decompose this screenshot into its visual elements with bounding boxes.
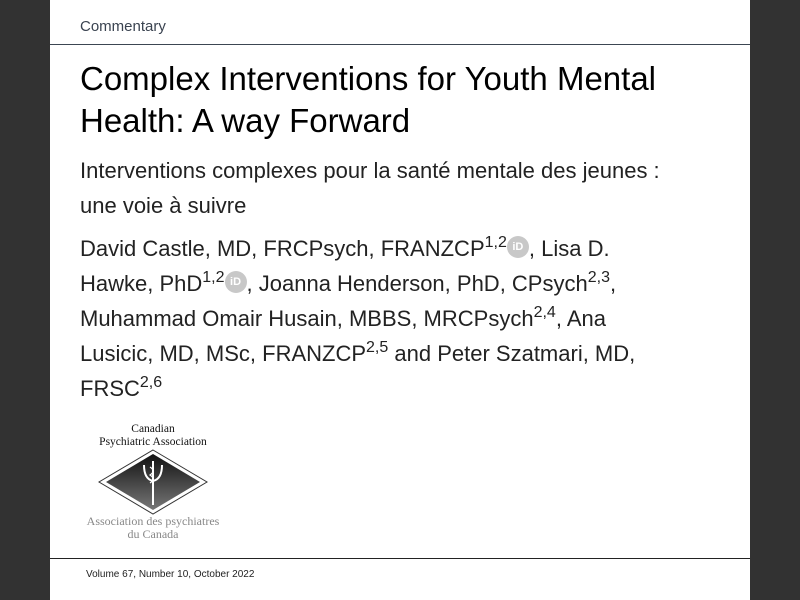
author-line-3 [80,301,730,336]
affiliation-sup: 1,2 [202,269,225,286]
affiliation-sup: 2,6 [139,374,163,391]
author-text: Hawke, PhD [80,271,203,296]
article-subtitle [80,153,740,223]
author-text: Muhammad Omair Husain, MBBS, MRCPsych [80,306,534,331]
cpa-logo [78,423,228,543]
logo-text: Association des psychiatres [86,514,220,528]
subtitle-line-2: une voie à suivre [80,193,247,218]
section-label: Commentary [80,18,166,35]
affiliation-sup: 2,3 [587,269,610,286]
subtitle-line-1: Interventions complexes pour la santé mentale des jeunes : [80,158,660,183]
header-divider [50,44,750,45]
logo-text: Canadian [131,423,175,435]
affiliation-sup: 2,4 [533,304,556,321]
affiliation-sup: 2,5 [366,339,389,356]
affiliation-sup: 1,2 [484,234,507,251]
author-text: , Ana [555,306,606,331]
author-text: , Lisa D. [528,236,610,261]
author-line-5 [80,371,730,406]
logo-top-text [78,423,228,449]
orcid-icon[interactable]: iD [225,271,247,293]
document-page [50,0,750,600]
author-text: David Castle, MD, FRCPsych, FRANZCP [80,236,485,261]
footer-divider [50,558,750,559]
psi-diamond-icon [98,449,208,515]
article-title [80,58,740,142]
logo-text: du Canada [127,527,179,541]
title-line-1: Complex Interventions for Youth Mental [80,60,657,97]
author-text: , [609,271,617,296]
author-line-4 [80,336,730,371]
author-text: , Joanna Henderson, PhD, CPsych [246,271,588,296]
logo-text: Psychiatric Association [99,436,207,448]
author-list [80,231,730,406]
logo-bottom-text [78,515,228,541]
author-text: Lusicic, MD, MSc, FRANZCP [80,341,367,366]
author-line-2 [80,266,730,301]
author-line-1 [80,231,730,266]
title-line-2: Health: A way Forward [80,102,411,139]
author-text: and Peter Szatmari, MD, [388,341,636,366]
orcid-icon[interactable]: iD [507,236,529,258]
journal-citation: Volume 67, Number 10, October 2022 [86,569,255,580]
author-text: FRSC [80,376,140,401]
